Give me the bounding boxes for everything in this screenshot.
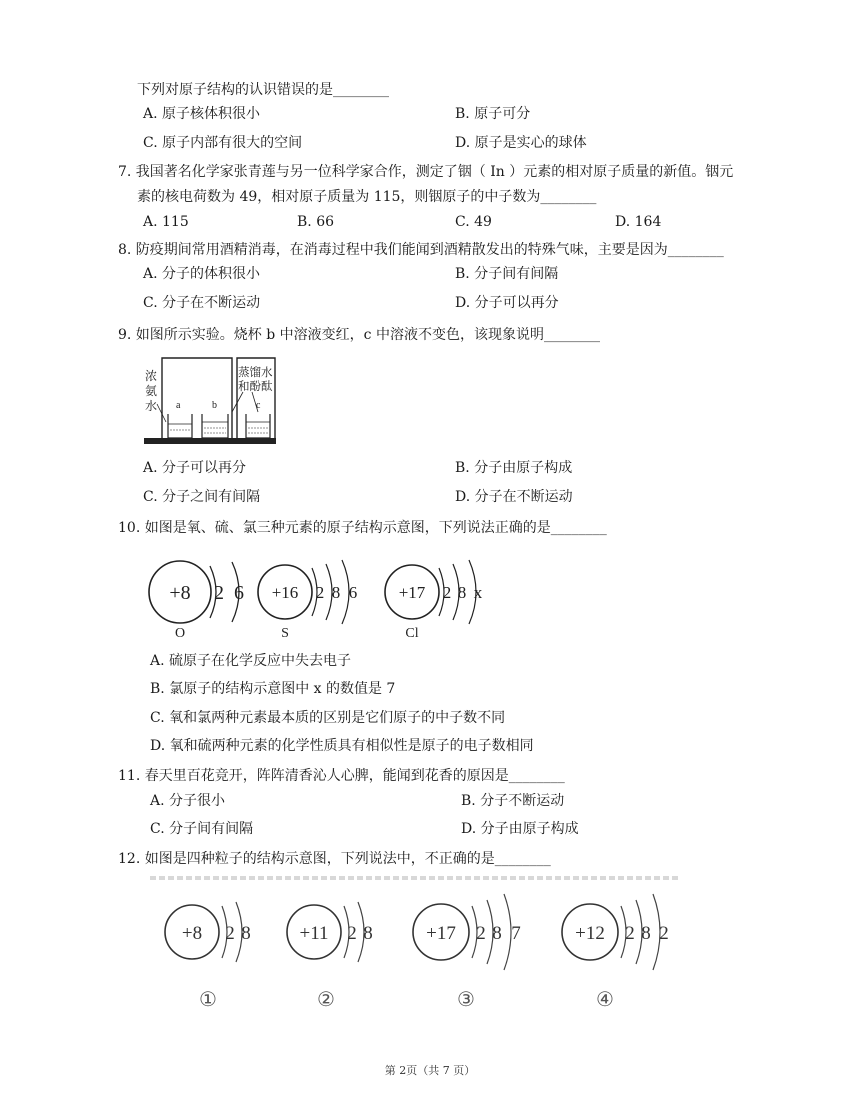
- q12-p2-shell-1: 2: [347, 923, 357, 944]
- q7-option-b: B. 66: [297, 214, 335, 230]
- q7-option-a: A. 115: [143, 214, 189, 230]
- q12-p2-label: ②: [317, 989, 335, 1011]
- q10-option-a: A. 硫原子在化学反应中失去电子: [150, 653, 352, 669]
- q12-stem: 12. 如图是四种粒子的结构示意图，下列说法中，不正确的是________: [118, 851, 551, 867]
- q12-p2-nucleus: +11: [299, 923, 329, 944]
- q8-stem: 8. 防疫期间常用酒精消毒，在消毒过程中我们能闻到酒精散发出的特殊气味，主要是因为________: [118, 242, 724, 258]
- q9-right-label-1: 蒸馏水: [238, 367, 273, 379]
- q12-p3-nucleus: +17: [426, 923, 456, 944]
- q12-p1-shell-2: 8: [241, 923, 251, 944]
- q10-cl-symbol: Cl: [405, 626, 419, 641]
- q12-p1-shell-1: 2: [225, 923, 235, 944]
- q12-particle-structure-figure: [150, 874, 690, 1014]
- q10-o-nucleus: +8: [169, 582, 191, 604]
- q10-option-b: B. 氯原子的结构示意图中 x 的数值是 7: [150, 681, 396, 697]
- q9-option-d: D. 分子在不断运动: [455, 489, 573, 505]
- q7-stem-line1: 7. 我国著名化学家张青莲与另一位科学家合作，测定了铟（ In ）元素的相对原子质量的新值。铟元: [118, 164, 734, 180]
- q8-option-c: C. 分子在不断运动: [143, 295, 261, 311]
- q9-beaker-a-label: a: [176, 400, 181, 411]
- q8-option-a: A. 分子的体积很小: [143, 266, 261, 282]
- q9-option-b: B. 分子由原子构成: [455, 460, 573, 476]
- q7-option-d: D. 164: [615, 214, 662, 230]
- q8-option-b: B. 分子间有间隔: [455, 266, 559, 282]
- q10-s-symbol: S: [281, 626, 289, 641]
- q10-s-shell-1: 2: [315, 583, 325, 602]
- q9-left-label-2: 氨: [145, 384, 158, 398]
- q9-option-c: C. 分子之间有间隔: [143, 489, 261, 505]
- q11-option-c: C. 分子间有间隔: [150, 821, 254, 837]
- q12-p3-shell-1: 2: [476, 923, 486, 944]
- q6-option-c: C. 原子内部有很大的空间: [143, 135, 303, 151]
- q6-option-b: B. 原子可分: [455, 106, 531, 122]
- q10-o-shell-2: 6: [234, 582, 244, 604]
- q11-option-b: B. 分子不断运动: [461, 793, 565, 809]
- q9-beaker-b-label: b: [212, 400, 217, 411]
- q10-atom-structure-figure: [140, 548, 510, 644]
- q8-option-d: D. 分子可以再分: [455, 295, 559, 311]
- q12-p1-label: ①: [199, 989, 217, 1011]
- q6-option-a: A. 原子核体积很小: [143, 106, 261, 122]
- q10-cl-shell-2: 8: [457, 583, 467, 602]
- q10-option-d: D. 氧和硫两种元素的化学性质具有相似性是原子的电子数相同: [150, 738, 534, 754]
- q12-p4-shell-3: 2: [659, 923, 669, 944]
- q12-p3-shell-2: 8: [492, 923, 502, 944]
- q12-p3-shell-3: 7: [511, 923, 521, 944]
- q10-s-shell-3: 6: [348, 583, 358, 602]
- q10-stem: 10. 如图是氧、硫、氯三种元素的原子结构示意图，下列说法正确的是________: [118, 520, 607, 536]
- q6-stem: 下列对原子结构的认识错误的是________: [137, 82, 389, 98]
- page-footer: 第 2页（共 7 页）: [384, 1064, 476, 1077]
- q12-p4-shell-1: 2: [625, 923, 635, 944]
- q9-stem: 9. 如图所示实验。烧杯 b 中溶液变红，c 中溶液不变色，该现象说明________: [118, 327, 600, 343]
- q9-beaker-c-label: c: [256, 400, 261, 411]
- q11-option-d: D. 分子由原子构成: [461, 821, 579, 837]
- q12-p1-nucleus: +8: [181, 923, 203, 944]
- q9-experiment-figure: [140, 352, 280, 450]
- q9-left-label-1: 浓: [145, 369, 158, 383]
- q9-left-label-3: 水: [145, 399, 158, 413]
- q9-right-label-2: 和酚酞: [238, 381, 273, 393]
- q10-cl-nucleus: +17: [398, 583, 426, 602]
- q7-option-c: C. 49: [455, 214, 492, 230]
- q9-option-a: A. 分子可以再分: [143, 460, 247, 476]
- q7-stem-line2: 素的核电荷数为 49，相对原子质量为 115，则铟原子的中子数为________: [137, 189, 597, 205]
- q10-s-shell-2: 8: [331, 583, 341, 602]
- q10-cl-shell-1: 2: [442, 583, 452, 602]
- q10-option-c: C. 氧和氯两种元素最本质的区别是它们原子的中子数不同: [150, 710, 506, 726]
- q11-option-a: A. 分子很小: [150, 793, 226, 809]
- q10-o-symbol: O: [174, 626, 186, 641]
- q12-p4-label: ④: [596, 989, 614, 1011]
- q6-option-d: D. 原子是实心的球体: [455, 135, 587, 151]
- q12-p4-nucleus: +12: [575, 923, 605, 944]
- q10-cl-shell-3: x: [473, 583, 483, 602]
- q10-s-nucleus: +16: [271, 583, 299, 602]
- q10-o-shell-1: 2: [214, 582, 224, 604]
- q12-p3-label: ③: [457, 989, 475, 1011]
- q12-p4-shell-2: 8: [641, 923, 651, 944]
- q11-stem: 11. 春天里百花竞开，阵阵清香沁人心脾，能闻到花香的原因是________: [118, 768, 565, 784]
- q12-p2-shell-2: 8: [363, 923, 373, 944]
